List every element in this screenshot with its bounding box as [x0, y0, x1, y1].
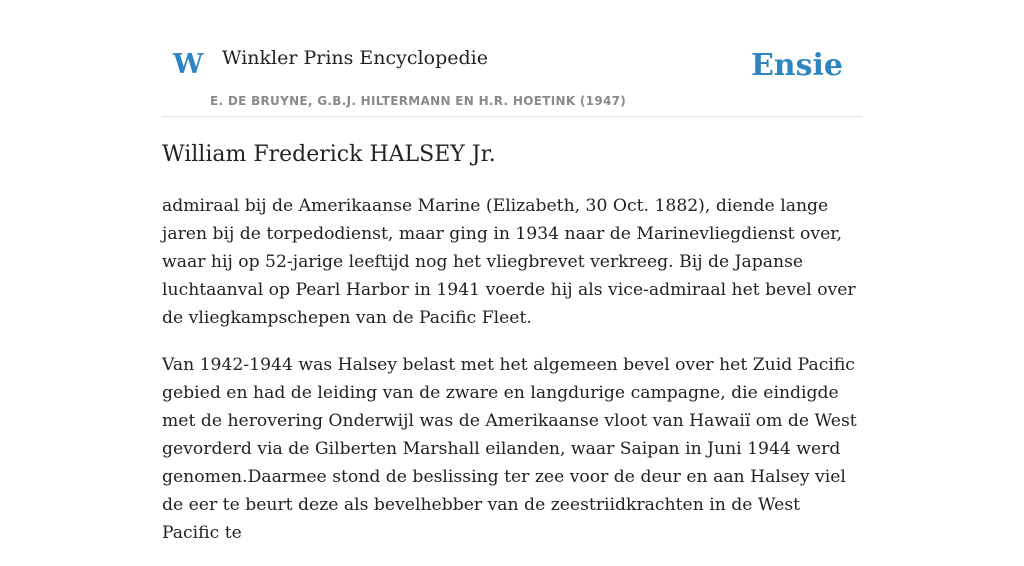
article-title: William Frederick HALSEY Jr.	[162, 142, 496, 167]
article-paragraph: Van 1942-1944 was Halsey belast met het algemeen bevel over het Zuid Pacific gebied en had de leiding van de zware en langdurige campagne, die eindigde met de herovering Onderwijl was de Amerikaanse vloot van Hawaiï om de West gevorderd via de Gilberten Marshall eilanden, waar Saipan in Juni 1944 werd genomen.Daarmee stond de beslissing ter zee voor de deur en aan Halsey viel de eer te beurt deze als bevelhebber van de zeestriidkrachten in de West Pacific te	[162, 355, 857, 543]
site-header	[162, 0, 862, 117]
source-authors: E. DE BRUYNE, G.B.J. HILTERMANN EN H.R. HOETINK (1947)	[210, 94, 627, 108]
source-title[interactable]: Winkler Prins Encyclopedie	[222, 47, 488, 69]
winkler-prins-logo[interactable]: W	[173, 49, 204, 80]
ensie-logo[interactable]: Ensie	[750, 48, 843, 83]
article-body	[162, 192, 862, 566]
article-paragraph: admiraal bij de Amerikaanse Marine (Elizabeth, 30 Oct. 1882), diende lange jaren bij de torpedodienst, maar ging in 1934 naar de Marinevliegdienst over, waar hij op 52-jarige leeftijd nog het vliegbrevet verkreeg. Bij de Japanse luchtaanval op Pearl Harbor in 1941 voerde hij als vice-admiraal het bevel over de vliegkampschepen van de Pacific Fleet.	[162, 196, 856, 328]
